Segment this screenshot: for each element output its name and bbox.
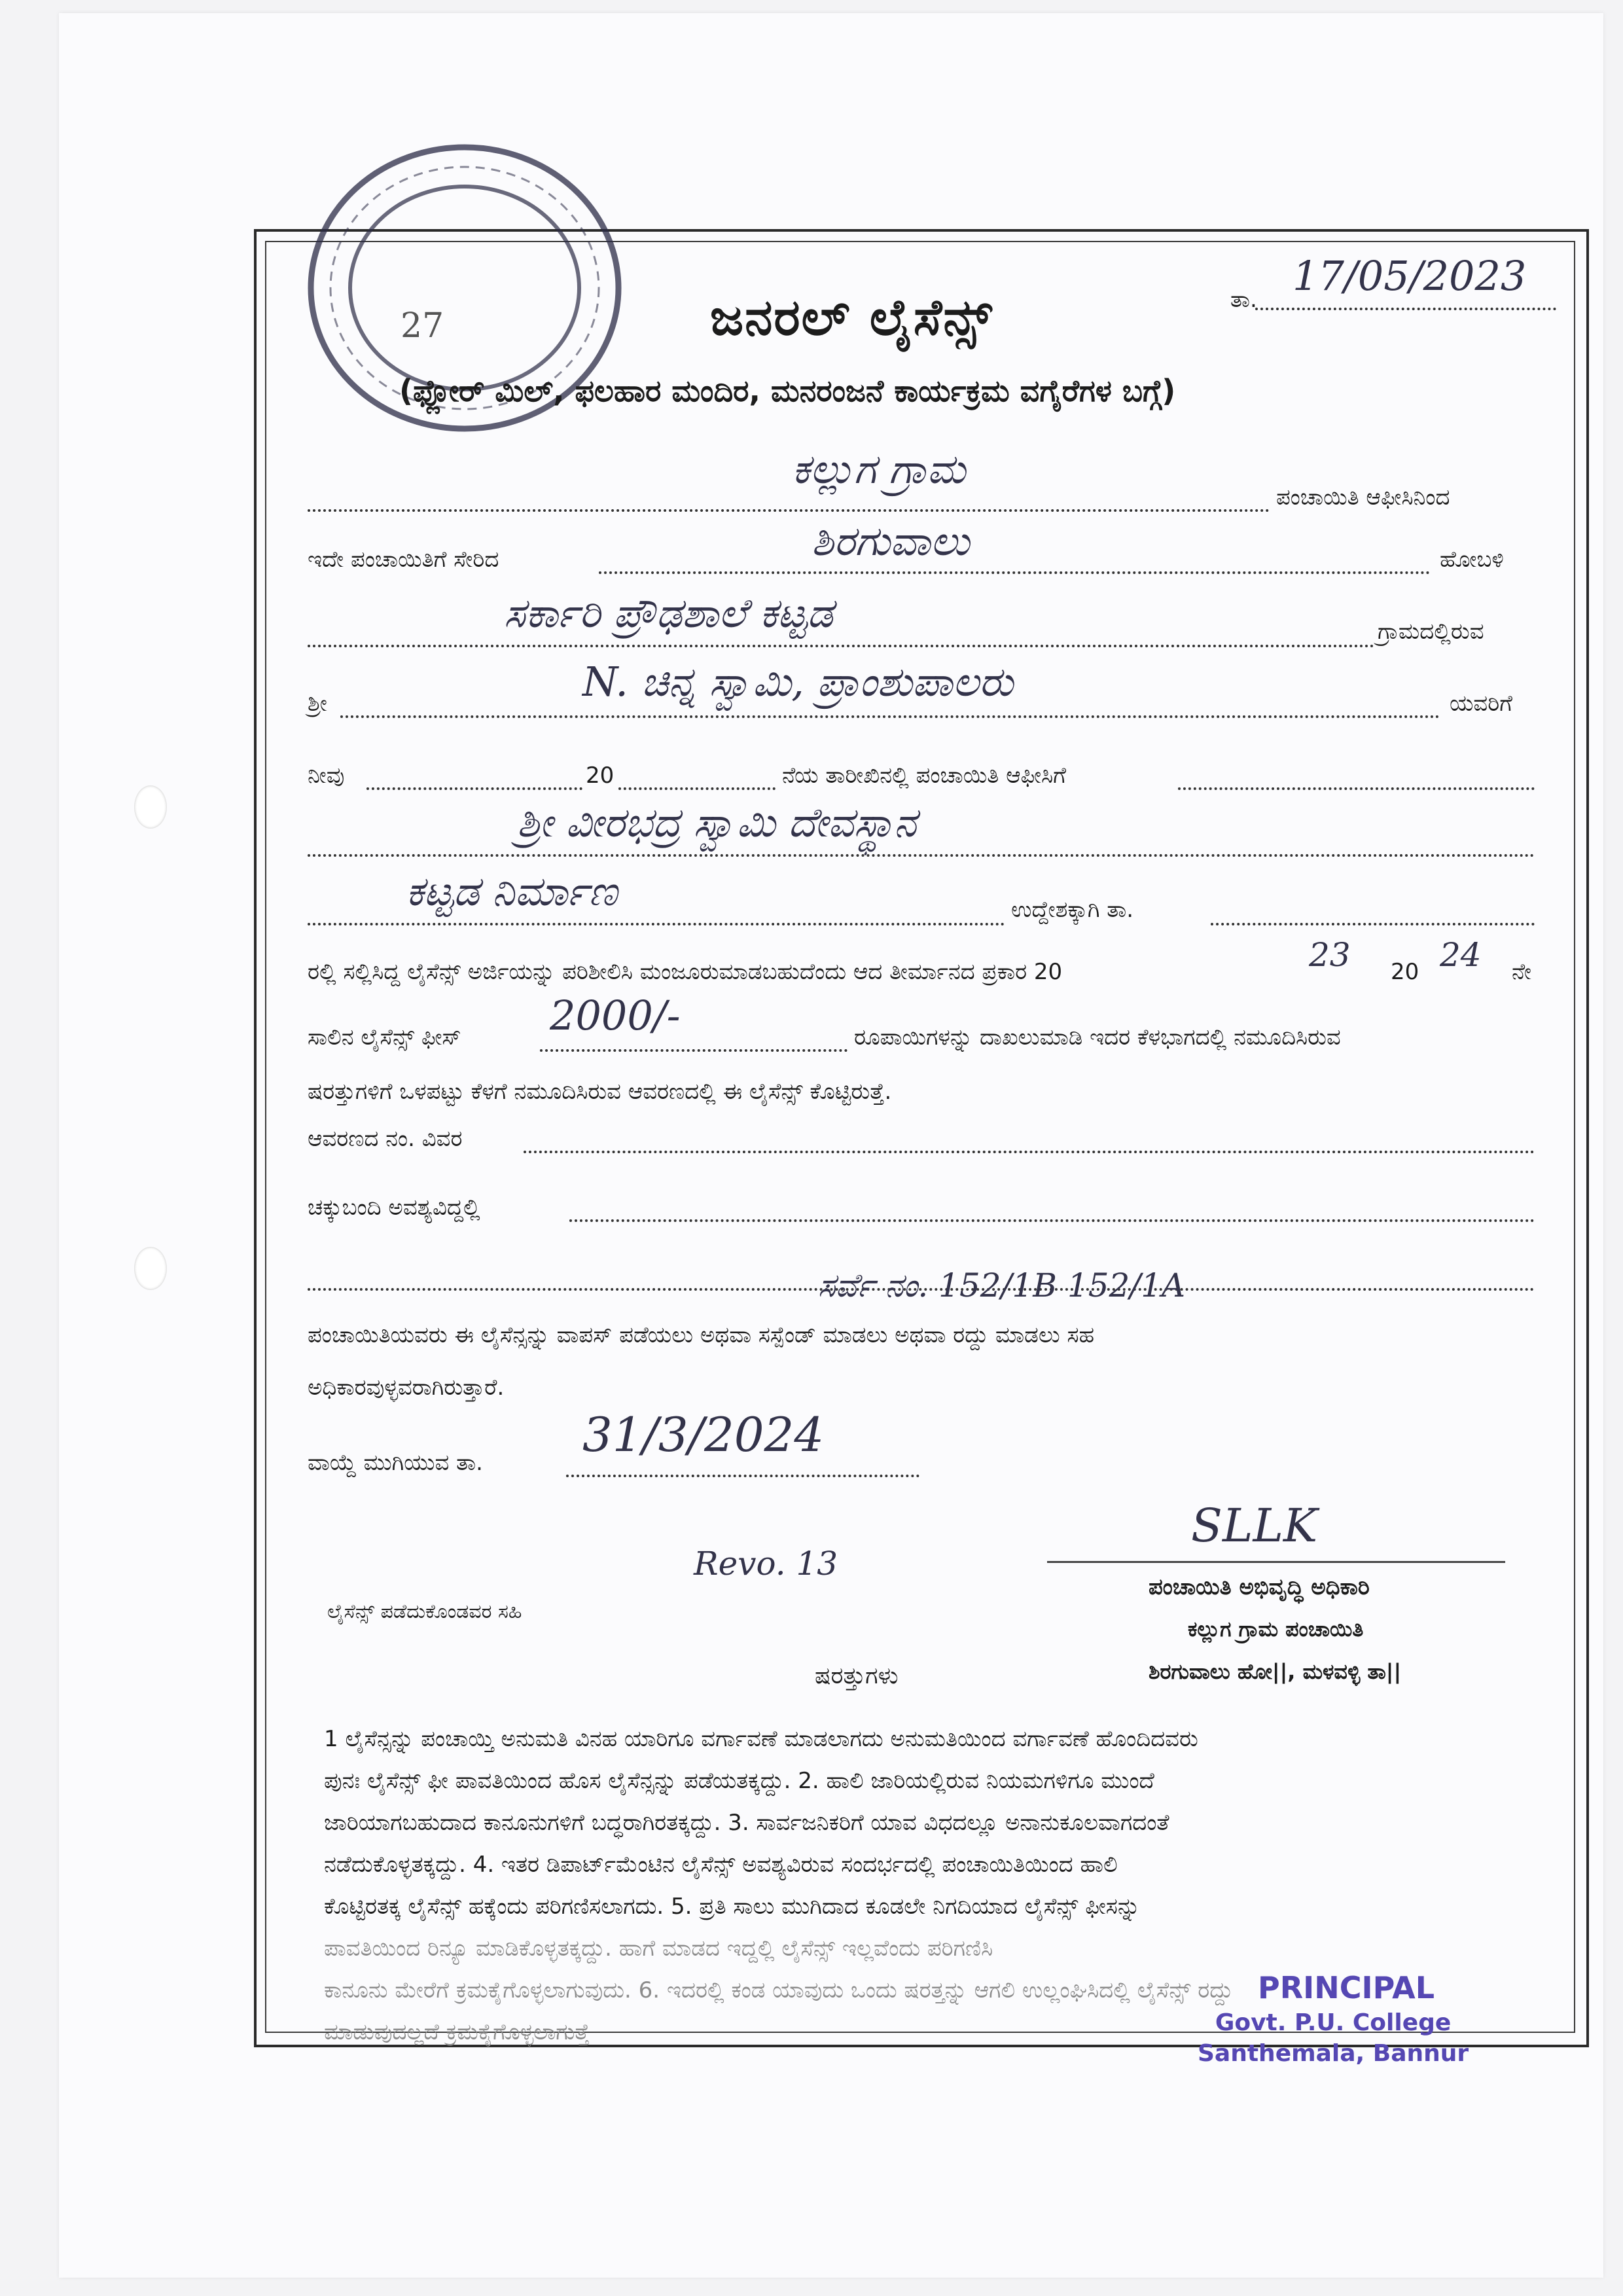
year-mid-label: 20	[1391, 959, 1419, 985]
you-date-line-1	[366, 787, 582, 790]
punch-hole-top	[134, 785, 167, 829]
officer-location: ಶಿರಗುವಾಲು ಹೋ||, ಮಳವಳ್ಳಿ ತಾ||	[1149, 1659, 1402, 1684]
date-of-label: ನೆಯ ತಾರೀಖಿನಲ್ಲಿ ಪಂಚಾಯಿತಿ ಆಫೀಸಿಗೆ	[782, 762, 1066, 789]
panchayat-name-handwritten: ಕಲ್ಲುಗ ಗ್ರಾಮ	[792, 445, 966, 493]
expiry-line	[566, 1475, 919, 1477]
condition-line-3: ಜಾರಿಯಾಗಬಹುದಾದ ಕಾನೂನುಗಳಿಗೆ ಬದ್ಧರಾಗಿರತಕ್ಕದ್ದು. 3. ಸಾರ್ವಜನಿಕರಿಗೆ ಯಾವ ವಿಧದಲ್ಲೂ ಅನಾನುಕೂಲವಾಗದಂತೆ	[324, 1810, 1169, 1836]
to-whom-label: ಯವರಿಗೆ	[1450, 691, 1512, 717]
same-panchayat-label: ಇದೇ ಪಂಚಾಯಿತಿಗೆ ಸೇರಿದ	[308, 547, 499, 573]
page-title: ಜನರಲ್ ಲೈಸೆನ್ಸ್	[710, 288, 993, 346]
sri-line	[340, 715, 1440, 718]
purpose-label: ಉದ್ದೇಶಕ್ಕಾಗಿ ತಾ.	[1011, 897, 1134, 923]
you-date-line-3	[1178, 787, 1535, 790]
principal-stamp	[1198, 1970, 1469, 2067]
hobli-handwritten: ಶಿರಗುವಾಲು	[812, 517, 970, 565]
sri-label: ಶ್ರೀ	[308, 691, 327, 717]
hobli-line	[599, 571, 1430, 574]
condition-line-2: ಪುನಃ ಲೈಸೆನ್ಸ್ ಫೀ ಪಾವತಿಯಿಂದ ಹೊಸ ಲೈಸೆನ್ಸನ್ನು ಪಡೆಯತಕ್ಕದ್ದು. 2. ಹಾಲಿ ಜಾರಿಯಲ್ಲಿರುವ ನಿಯಮಗಳಿಗೂ ಮುಂದೆ	[324, 1768, 1154, 1794]
purpose-line-3	[1211, 923, 1535, 925]
purpose-line-1	[308, 854, 1535, 857]
year-to-handwritten: 24	[1440, 936, 1482, 974]
page-subtitle: (ಫ್ಲೋರ್ ಮಿಲ್, ಫಲಹಾರ ಮಂದಿರ, ಮನರಂಜನೆ ಕಾರ್ಯಕ್ರಮ ವಗೈರೆಗಳ ಬಗ್ಗೆ)	[399, 373, 1176, 408]
revocation-paragraph: ಪಂಚಾಯಿತಿಯವರು ಈ ಲೈಸೆನ್ಸನ್ನು ವಾಪಸ್ ಪಡೆಯಲು ಅಥವಾ ಸಸ್ಪೆಂಡ್ ಮಾಡಲು ಅಥವಾ ರದ್ದು ಮಾಡಲು ಸಹ	[308, 1322, 1095, 1348]
premises-label: ಆವರಣದ ನಂ. ವಿವರ	[308, 1126, 463, 1152]
principal-stamp-place: Santhemala, Bannur	[1198, 2040, 1469, 2067]
condition-line-1: 1 ಲೈಸೆನ್ಸನ್ನು ಪಂಚಾಯ್ತಿ ಅನುಮತಿ ವಿನಹ ಯಾರಿಗೂ ವರ್ಗಾವಣೆ ಮಾಡಲಾಗದು ಅನುಮತಿಯಿಂದ ವರ್ಗಾವಣೆ ಹೊಂದಿದವರು	[324, 1726, 1198, 1752]
signature-line	[1047, 1561, 1505, 1563]
expiry-label: ವಾಯ್ದೆ ಮುಗಿಯುವ ತಾ.	[308, 1450, 483, 1476]
seal-number: 27	[401, 306, 444, 346]
officer-signature: SLLK	[1191, 1499, 1318, 1552]
date-line	[1255, 308, 1556, 310]
fee-text: ರೂಪಾಯಿಗಳನ್ನು ದಾಖಲುಮಾಡಿ ಇದರ ಕೆಳಭಾಗದಲ್ಲಿ ನಮೂದಿಸಿರುವ	[854, 1024, 1341, 1050]
receipt-note-handwritten: Revo. 13	[694, 1545, 838, 1583]
condition-line-7: ಕಾನೂನು ಮೇರೆಗೆ ಕ್ರಮಕೈಗೊಳ್ಳಲಾಗುವುದು. 6. ಇದರಲ್ಲಿ ಕಂಡ ಯಾವುದು ಒಂದು ಷರತ್ತನ್ನು ಆಗಲಿ ಉಲ್ಲಂಘಿಸಿದಲ್ಲಿ ಲೈಸೆನ್ಸ್ ರದ್ದು	[324, 1977, 1234, 2003]
boundary-line-1	[569, 1219, 1535, 1222]
survey-number-handwritten: ಸರ್ವೆ ನಂ. 152/1B 152/1A	[818, 1266, 1186, 1304]
panchayat-name-line	[308, 509, 1270, 512]
village-line	[308, 645, 1374, 647]
purpose-line1-handwritten: ಶ್ರೀ ವೀರಭದ್ರ ಸ್ವಾಮಿ ದೇವಸ್ಥಾನ	[517, 798, 917, 846]
officer-panchayat: ಕಲ್ಲುಗ ಗ್ರಾಮ ಪಂಚಾಯಿತಿ	[1188, 1617, 1364, 1641]
village-label: ಗ್ರಾಮದಲ್ಲಿರುವ	[1378, 619, 1484, 645]
condition-line-5: ಕೊಟ್ಟಿರತಕ್ಕ ಲೈಸೆನ್ಸ್ ಹಕ್ಕೆಂದು ಪರಿಗಣಿಸಲಾಗದು. 5. ಪ್ರತಿ ಸಾಲು ಮುಗಿದಾದ ಕೂಡಲೇ ನಿಗದಿಯಾದ ಲೈಸೆನ್ಸ್ ಫೀಸನ್ನು	[324, 1893, 1141, 1920]
revocation-paragraph-end: ಅಧಿಕಾರವುಳ್ಳವರಾಗಿರುತ್ತಾರೆ.	[308, 1374, 505, 1401]
purpose-line-2	[308, 923, 1005, 925]
punch-hole-bottom	[134, 1247, 167, 1290]
boundary-label: ಚಕ್ಕುಬಂದಿ ಅವಶ್ಯವಿದ್ದಲ್ಲಿ	[308, 1194, 480, 1221]
condition-line-8: ಮಾಡುವುದಲ್ಲದೆ ಕ್ರಮಕೈಗೊಳ್ಳಲಾಗುತ್ತೆ	[324, 2019, 590, 2045]
year-from-handwritten: 23	[1309, 936, 1351, 974]
issue-date: 17/05/2023	[1293, 252, 1527, 300]
date-label: ತಾ.	[1230, 287, 1257, 313]
village-handwritten: ಸರ್ಕಾರಿ ಪ್ರೌಢಶಾಲೆ ಕಟ್ಟಡ	[504, 589, 833, 637]
principal-stamp-title: PRINCIPAL	[1258, 1970, 1435, 2005]
conditions-clause: ಷರತ್ತುಗಳಿಗೆ ಒಳಪಟ್ಟು ಕೆಳಗೆ ನಮೂದಿಸಿರುವ ಆವರಣದಲ್ಲಿ ಈ ಲೈಸೆನ್ಸ್ ಕೊಟ್ಟಿರುತ್ತೆ.	[308, 1079, 892, 1105]
conditions-heading: ಷರತ್ತುಗಳು	[815, 1662, 899, 1689]
approval-paragraph: ರಲ್ಲಿ ಸಲ್ಲಿಸಿದ್ದ ಲೈಸೆನ್ಸ್ ಅರ್ಜಿಯನ್ನು ಪರಿಶೀಲಿಸಿ ಮಂಜೂರುಮಾಡಬಹುದೆಂದು ಆದ ತೀರ್ಮಾನದ ಪ್ರಕಾರ 20	[308, 959, 1063, 985]
officer-title: ಪಂಚಾಯಿತಿ ಅಭಿವೃದ್ಧಿ ಅಧಿಕಾರಿ	[1149, 1574, 1370, 1600]
licensee-signature-label: ಲೈಸೆನ್ಸ್ ಪಡೆದುಕೊಂಡವರ ಸಹಿ	[327, 1600, 522, 1623]
you-label: ನೀವು	[308, 762, 345, 789]
panchayat-office-label: ಪಂಚಾಯಿತಿ ಆಫೀಸಿನಿಂದ	[1276, 484, 1450, 511]
condition-line-6: ಪಾವತಿಯಿಂದ ರಿನ್ಯೂ ಮಾಡಿಕೊಳ್ಳತಕ್ಕದ್ದು. ಹಾಗೆ ಮಾಡದ ಇದ್ದಲ್ಲಿ ಲೈಸೆನ್ಸ್ ಇಲ್ಲವೆಂದು ಪರಿಗಣಿಸಿ	[324, 1935, 993, 1962]
fee-handwritten: 2000/-	[550, 992, 681, 1039]
year-suffix-label: ನೇ	[1512, 959, 1532, 985]
premises-line	[524, 1151, 1535, 1153]
licensee-name-handwritten: N. ಚಿನ್ನ ಸ್ವಾಮಿ, ಪ್ರಾಂಶುಪಾಲರು	[582, 658, 1014, 706]
fee-line	[540, 1049, 847, 1052]
twenty-label: 20	[586, 762, 615, 789]
purpose-line2-handwritten: ಕಟ್ಟಡ ನಿರ್ಮಾಣ	[406, 867, 618, 915]
you-date-line-2	[618, 787, 776, 790]
principal-stamp-college: Govt. P.U. College	[1215, 2009, 1452, 2036]
hobli-label: ಹೋಬಳಿ	[1440, 547, 1504, 573]
condition-line-4: ನಡೆದುಕೊಳ್ಳತಕ್ಕದ್ದು. 4. ಇತರ ಡಿಪಾರ್ಟ್‌ಮೆಂಟಿನ ಲೈಸೆನ್ಸ್ ಅವಶ್ಯವಿರುವ ಸಂದರ್ಭದಲ್ಲಿ ಪಂಚಾಯಿತಿಯಿಂದ ಹಾಲಿ	[324, 1852, 1118, 1878]
fee-label: ಸಾಲಿನ ಲೈಸೆನ್ಸ್ ಫೀಸ್	[308, 1024, 461, 1050]
expiry-date-handwritten: 31/3/2024	[582, 1407, 825, 1462]
